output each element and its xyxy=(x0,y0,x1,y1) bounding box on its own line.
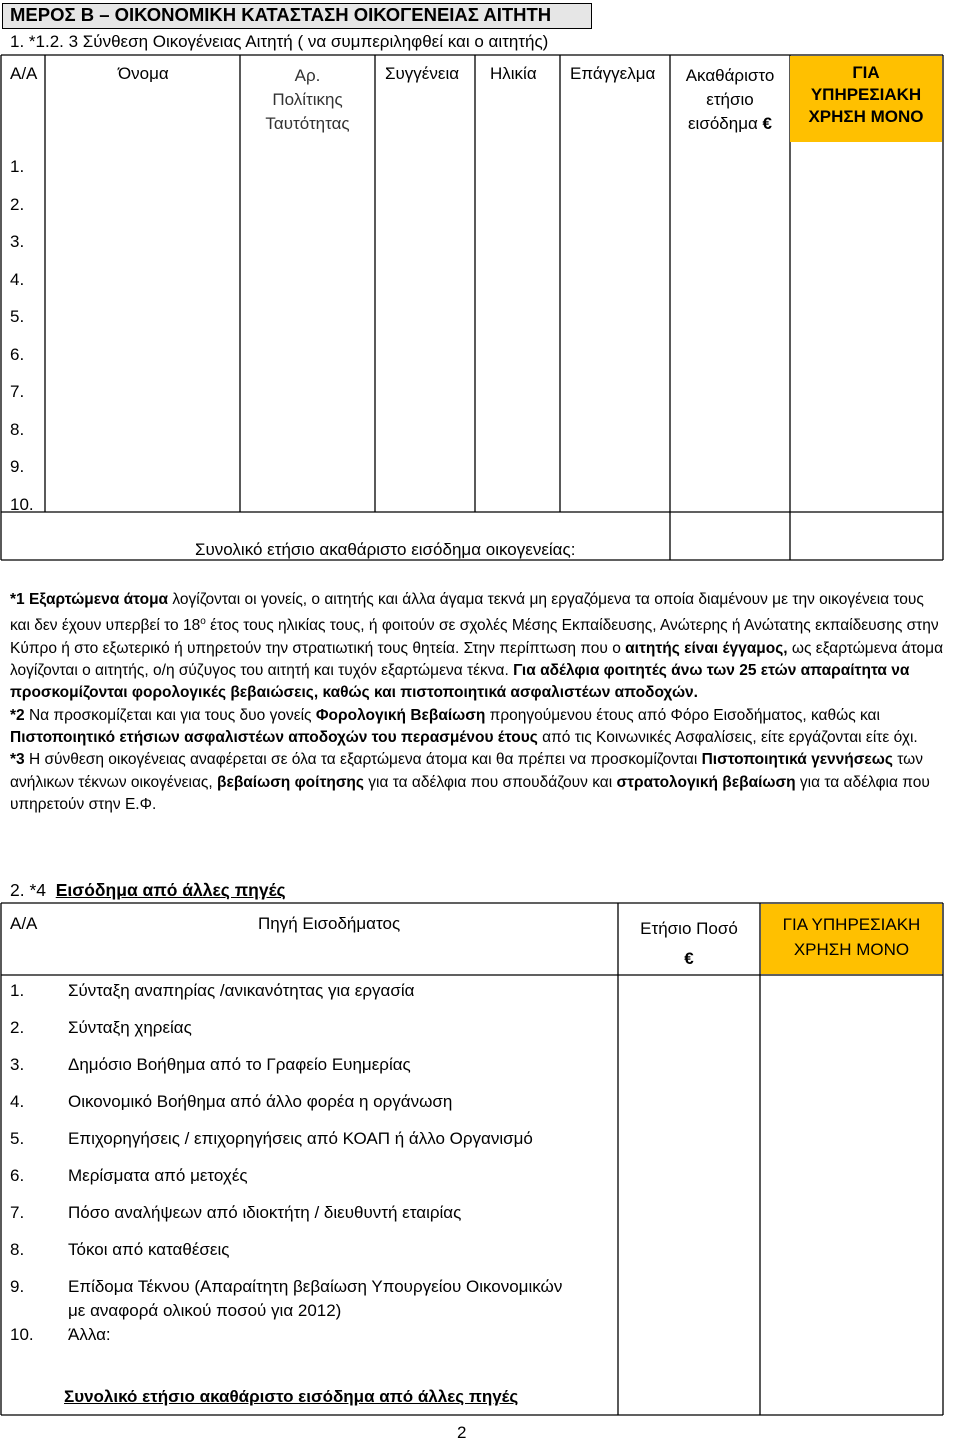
income-row-label: Σύνταξη χηρείας xyxy=(68,1018,192,1037)
income-row-number: 2. xyxy=(10,1018,25,1037)
income-row-number: 10. xyxy=(10,1325,34,1344)
family-row-number: 4. xyxy=(10,269,25,289)
note-2: *2 Να προσκομίζεται και για τους δυο γονείς Φορολογική Βεβαίωση προηγούμενου έτους από Φόρο Εισοδήματος, καθώς και Πιστοποιητικό ετήσιων ασφαλιστέων αποδοχών του περασμένου έτους από τις Κοινωνικές Ασφαλίσεις, είτε εργάζονται είτε όχι. xyxy=(10,706,918,746)
income-row-number: 7. xyxy=(10,1203,25,1222)
income-source-row xyxy=(10,1240,229,1260)
income-source-row xyxy=(10,1203,461,1223)
income-row-number: 5. xyxy=(10,1129,25,1148)
family-row-number: 8. xyxy=(10,419,25,439)
family-row-number: 3. xyxy=(10,232,25,251)
income-row-label: Τόκοι από καταθέσεις xyxy=(68,1240,230,1259)
header-relation: Συγγένεια xyxy=(385,64,460,83)
income-row-number: 8. xyxy=(10,1240,25,1259)
income-row-label: Άλλα: xyxy=(68,1325,111,1344)
header-income: Ακαθάριστο ετήσιο εισόδημα € xyxy=(685,66,775,133)
header-aa: Α/Α xyxy=(10,64,38,83)
header2-aa: Α/Α xyxy=(10,914,38,933)
income-row-label: Δημόσιο Βοήθημα από το Γραφείο Ευημερίας xyxy=(68,1055,411,1074)
section-title: ΜΕΡΟΣ Β – ΟΙΚΟΝΟΜΙΚΗ ΚΑΤΑΣΤΑΣΗ ΟΙΚΟΓΕΝΕΙΑΣ ΑΙΤΗΤΗ xyxy=(10,4,552,25)
income-source-row xyxy=(10,981,414,1001)
other-total-label: Συνολικό ετήσιο ακαθάριστο εισόδημα από άλλες πηγές xyxy=(64,1387,519,1406)
income-row-label: Επιχορηγήσεις / επιχορηγήσεις από ΚΟΑΠ ή άλλο Οργανισμό xyxy=(68,1129,533,1148)
page-number: 2 xyxy=(457,1423,467,1442)
row9-line2: με αναφορά ολικού ποσού για 2012) xyxy=(68,1301,342,1320)
family-row-numbers xyxy=(10,148,34,523)
header-id-number: Αρ. Πολίτικης Ταυτότητας xyxy=(265,66,350,133)
family-row-number: 10. xyxy=(10,494,34,514)
family-total-label: Συνολικό ετήσιο ακαθάριστο εισόδημα οικογενείας: xyxy=(195,540,576,559)
header-name: Όνομα xyxy=(118,64,169,83)
office-use-label: ΓΙΑ ΥΠΗΡΕΣΙΑΚΗ ΧΡΗΣΗ ΜΟΝΟ xyxy=(808,63,924,126)
family-row-number: 2. xyxy=(10,194,25,214)
header2-source: Πηγή Εισοδήματος xyxy=(258,914,401,933)
income-row-number: 6. xyxy=(10,1166,25,1185)
income-row-number: 3. xyxy=(10,1055,25,1074)
office-use-label-2: ΓΙΑ ΥΠΗΡΕΣΙΑΚΗ ΧΡΗΣΗ ΜΟΝΟ xyxy=(782,915,921,959)
income-row-label: Μερίσματα από μετοχές xyxy=(68,1166,248,1185)
family-row-number: 6. xyxy=(10,344,25,364)
income-source-row xyxy=(10,1166,248,1186)
income-row-label: Σύνταξη αναπηρίας /ανικανότητας για εργασία xyxy=(68,981,415,1000)
family-row-number: 7. xyxy=(10,382,25,401)
income-row-label: Πόσο αναλήψεων από ιδιοκτήτη / διευθυντή εταιρίας xyxy=(68,1203,462,1222)
header-occupation: Επάγγελμα xyxy=(570,64,656,83)
header2-amount: Ετήσιο Ποσό € xyxy=(618,914,760,974)
family-row-number: 5. xyxy=(10,307,25,326)
family-row-number: 1. xyxy=(10,157,25,176)
income-row-number: 9. xyxy=(10,1277,25,1296)
income-source-row xyxy=(10,1325,111,1345)
income-source-row xyxy=(10,1018,192,1038)
family-row-number: 9. xyxy=(10,457,25,476)
section2-title: 2. *4 Εισόδημα από άλλες πηγές xyxy=(10,880,286,900)
euro-icon: € xyxy=(684,949,694,968)
family-total-amount-field[interactable] xyxy=(671,513,789,559)
income-row-label: Οικονομικό Βοήθημα από άλλο φορέα η οργάνωση xyxy=(68,1092,453,1111)
family-subtitle: 1. *1.2. 3 Σύνθεση Οικογένειας Αιτητή ( να συμπεριληφθεί και ο αιτητής) xyxy=(10,32,549,51)
income-source-row xyxy=(10,1092,452,1112)
income-source-row xyxy=(10,1277,562,1297)
income-row-label: Επίδομα Τέκνου (Απαραίτητη βεβαίωση Υπουργείου Οικονομικών xyxy=(68,1277,563,1296)
income-row-number: 1. xyxy=(10,981,25,1000)
note-3: *3 Η σύνθεση οικογένειας αναφέρεται σε όλα τα εξαρτώμενα άτομα και θα πρέπει να προσκομίζονται Πιστοποιητικά γεννήσεως των ανήλικων τέκνων οικογένειας, βεβαίωση φοίτησης για τα αδέλφια που σπουδάζουν και στρατολογική βεβαίωση για τα αδέλφια που υπηρετούν στην Ε.Φ. xyxy=(10,751,930,813)
income-row-number: 4. xyxy=(10,1092,25,1111)
income-source-row xyxy=(10,1129,533,1149)
header-age: Ηλικία xyxy=(490,64,537,83)
notes xyxy=(10,589,945,816)
note-1: *1 Εξαρτώμενα άτομα λογίζονται οι γονείς, ο αιτητής και άλλα άγαμα τεκνά μη εργαζόμενα τα οποία διαμένουν με την οικογένεια τους και δεν έχουν υπερβεί το $18^o$ έτος τους ηλικίας τους, ή φοιτούν σε σχολές Μέσης Εκπαίδευσης, Ανώτερης ή Ανώτατης εκπαίδευσης στην Κύπρο ή στο εξωτερικό ή υπηρετούν την στρατιωτική τους θητεία. Στην περίπτωση που ο αιτητής είναι έγγαμος, ως εξαρτώμενα άτομα λογίζονται ο αιτητής, ο/η σύζυγος του αιτητή και τυχόν εξαρτώμενα τέκνα. Για αδέλφια φοιτητές άνω των 25 ετών απαραίτητα να προσκομίζονται φορολογικές βεβαιώσεις, καθώς και πιστοποιητικά ασφαλιστέων αποδοχών. xyxy=(10,591,944,702)
income-source-row xyxy=(10,1055,411,1075)
euro-icon: € xyxy=(762,114,773,133)
